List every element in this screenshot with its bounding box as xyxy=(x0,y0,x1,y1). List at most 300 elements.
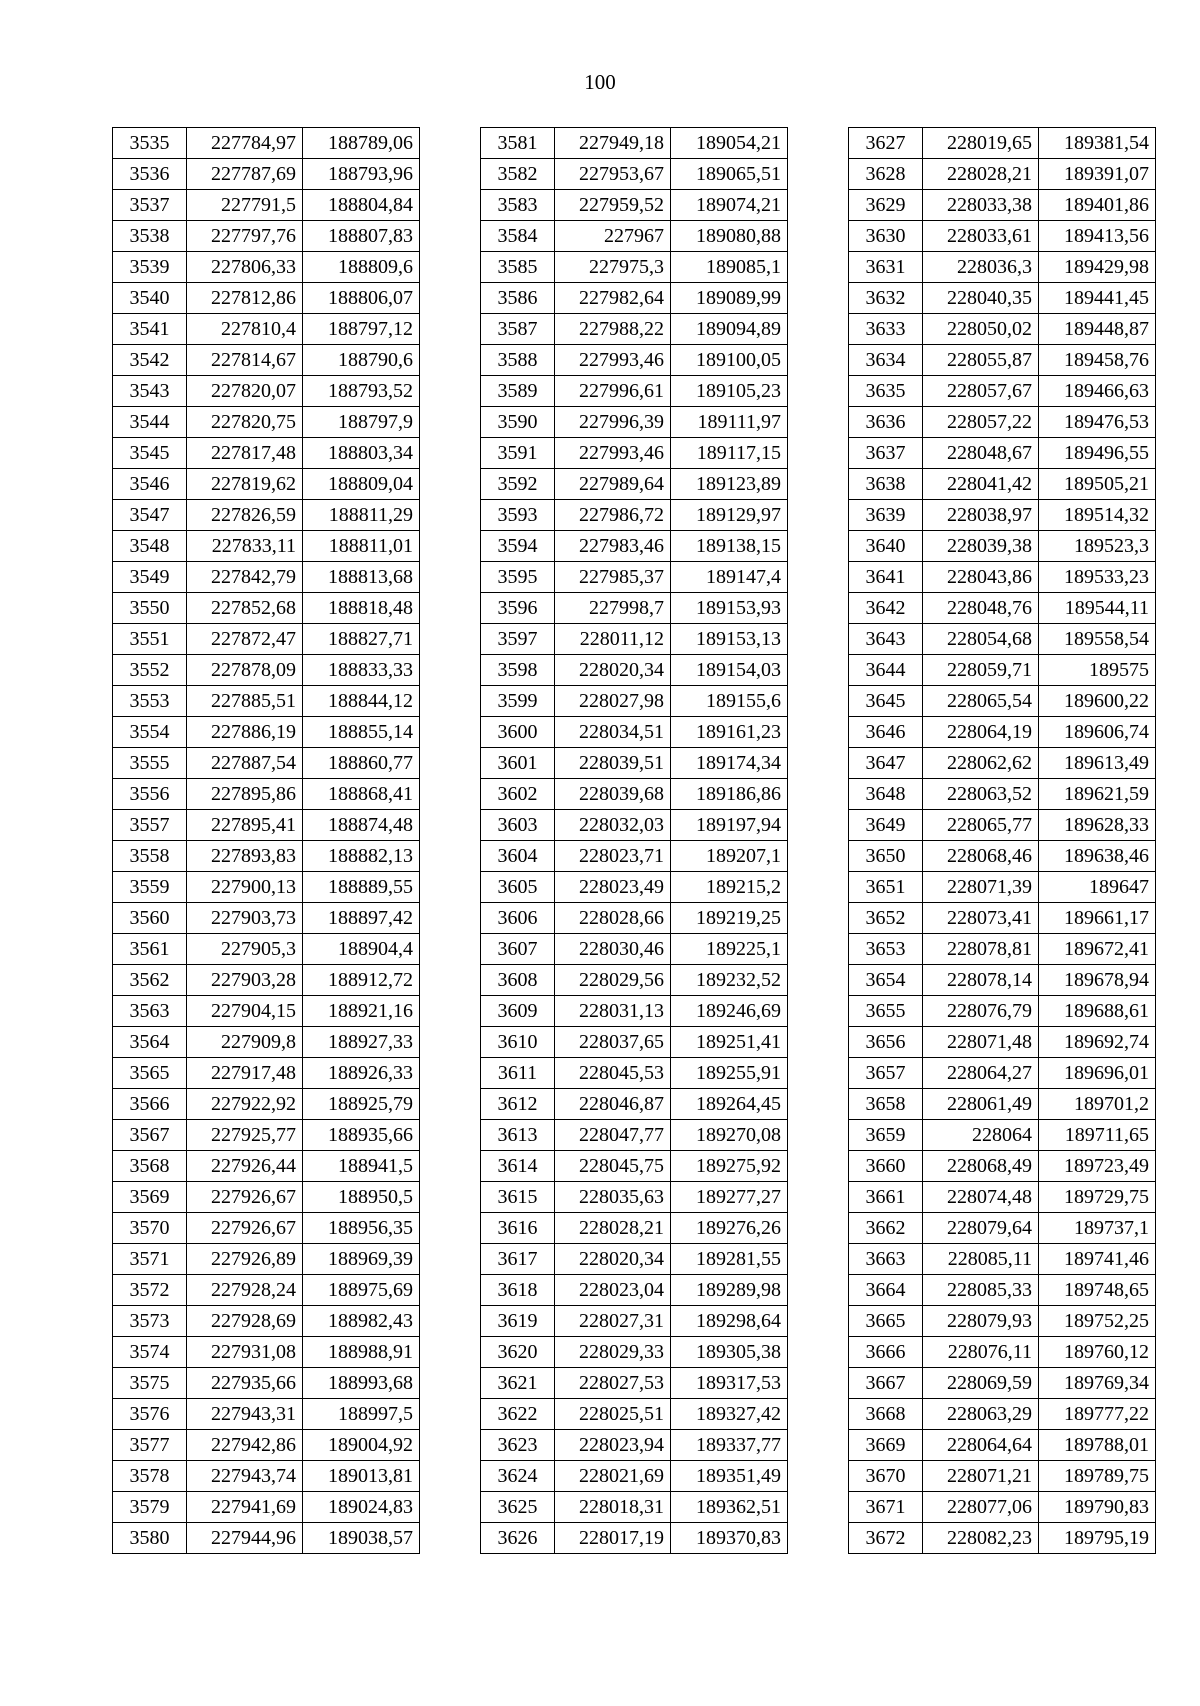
point-number-cell: 3642 xyxy=(849,593,923,624)
table-row xyxy=(849,1151,1156,1182)
y-coordinate-cell: 188804,84 xyxy=(303,190,420,221)
y-coordinate-cell: 189117,15 xyxy=(671,438,788,469)
table-row xyxy=(481,1027,788,1058)
y-coordinate-cell: 189661,17 xyxy=(1039,903,1156,934)
x-coordinate-cell: 227926,89 xyxy=(187,1244,303,1275)
x-coordinate-cell: 228039,38 xyxy=(923,531,1039,562)
x-coordinate-cell: 228085,11 xyxy=(923,1244,1039,1275)
x-coordinate-cell: 228082,23 xyxy=(923,1523,1039,1554)
x-coordinate-cell: 228050,02 xyxy=(923,314,1039,345)
table-row xyxy=(849,159,1156,190)
point-number-cell: 3542 xyxy=(113,345,187,376)
table-row xyxy=(113,128,420,159)
x-coordinate-cell: 228041,42 xyxy=(923,469,1039,500)
table-row xyxy=(481,1151,788,1182)
x-coordinate-cell: 228037,65 xyxy=(555,1027,671,1058)
x-coordinate-cell: 228028,21 xyxy=(555,1213,671,1244)
point-number-cell: 3649 xyxy=(849,810,923,841)
y-coordinate-cell: 188927,33 xyxy=(303,1027,420,1058)
y-coordinate-cell: 189138,15 xyxy=(671,531,788,562)
point-number-cell: 3662 xyxy=(849,1213,923,1244)
table-row xyxy=(849,686,1156,717)
point-number-cell: 3645 xyxy=(849,686,923,717)
x-coordinate-cell: 228025,51 xyxy=(555,1399,671,1430)
y-coordinate-cell: 189270,08 xyxy=(671,1120,788,1151)
y-coordinate-cell: 189678,94 xyxy=(1039,965,1156,996)
point-number-cell: 3555 xyxy=(113,748,187,779)
point-number-cell: 3608 xyxy=(481,965,555,996)
table-row xyxy=(481,1337,788,1368)
point-number-cell: 3567 xyxy=(113,1120,187,1151)
x-coordinate-cell: 227998,7 xyxy=(555,593,671,624)
y-coordinate-cell: 189448,87 xyxy=(1039,314,1156,345)
x-coordinate-cell: 228079,93 xyxy=(923,1306,1039,1337)
point-number-cell: 3535 xyxy=(113,128,187,159)
y-coordinate-cell: 188803,34 xyxy=(303,438,420,469)
y-coordinate-cell: 189337,77 xyxy=(671,1430,788,1461)
y-coordinate-cell: 189013,81 xyxy=(303,1461,420,1492)
table-row xyxy=(481,996,788,1027)
point-number-cell: 3615 xyxy=(481,1182,555,1213)
x-coordinate-cell: 228057,67 xyxy=(923,376,1039,407)
x-coordinate-cell: 228027,53 xyxy=(555,1368,671,1399)
x-coordinate-cell: 228062,62 xyxy=(923,748,1039,779)
point-number-cell: 3584 xyxy=(481,221,555,252)
table-row xyxy=(849,314,1156,345)
y-coordinate-cell: 189161,23 xyxy=(671,717,788,748)
x-coordinate-cell: 228018,31 xyxy=(555,1492,671,1523)
x-coordinate-cell: 228076,11 xyxy=(923,1337,1039,1368)
x-coordinate-cell: 227944,96 xyxy=(187,1523,303,1554)
table-row xyxy=(481,159,788,190)
x-coordinate-cell: 227905,3 xyxy=(187,934,303,965)
x-coordinate-cell: 228064 xyxy=(923,1120,1039,1151)
point-number-cell: 3618 xyxy=(481,1275,555,1306)
table-row xyxy=(113,996,420,1027)
table-row xyxy=(113,1089,420,1120)
x-coordinate-cell: 227985,37 xyxy=(555,562,671,593)
y-coordinate-cell: 189298,64 xyxy=(671,1306,788,1337)
x-coordinate-cell: 228023,49 xyxy=(555,872,671,903)
table-row xyxy=(849,128,1156,159)
point-number-cell: 3548 xyxy=(113,531,187,562)
table-row xyxy=(849,221,1156,252)
y-coordinate-cell: 188904,4 xyxy=(303,934,420,965)
point-number-cell: 3661 xyxy=(849,1182,923,1213)
table-row xyxy=(113,903,420,934)
y-coordinate-cell: 189264,45 xyxy=(671,1089,788,1120)
x-coordinate-cell: 227928,24 xyxy=(187,1275,303,1306)
y-coordinate-cell: 188921,16 xyxy=(303,996,420,1027)
x-coordinate-cell: 228077,06 xyxy=(923,1492,1039,1523)
y-coordinate-cell: 189505,21 xyxy=(1039,469,1156,500)
table-row xyxy=(849,934,1156,965)
point-number-cell: 3643 xyxy=(849,624,923,655)
table-row xyxy=(113,1275,420,1306)
point-number-cell: 3655 xyxy=(849,996,923,1027)
y-coordinate-cell: 188975,69 xyxy=(303,1275,420,1306)
x-coordinate-cell: 227983,46 xyxy=(555,531,671,562)
table-row xyxy=(113,1213,420,1244)
x-coordinate-cell: 227943,74 xyxy=(187,1461,303,1492)
x-coordinate-cell: 227903,28 xyxy=(187,965,303,996)
point-number-cell: 3624 xyxy=(481,1461,555,1492)
point-number-cell: 3546 xyxy=(113,469,187,500)
point-number-cell: 3621 xyxy=(481,1368,555,1399)
y-coordinate-cell: 189496,55 xyxy=(1039,438,1156,469)
point-number-cell: 3602 xyxy=(481,779,555,810)
table-row xyxy=(113,655,420,686)
y-coordinate-cell: 189628,33 xyxy=(1039,810,1156,841)
y-coordinate-cell: 189024,83 xyxy=(303,1492,420,1523)
point-number-cell: 3628 xyxy=(849,159,923,190)
x-coordinate-cell: 228055,87 xyxy=(923,345,1039,376)
y-coordinate-cell: 188789,06 xyxy=(303,128,420,159)
x-coordinate-cell: 228068,49 xyxy=(923,1151,1039,1182)
x-coordinate-cell: 228045,75 xyxy=(555,1151,671,1182)
x-coordinate-cell: 228030,46 xyxy=(555,934,671,965)
point-number-cell: 3620 xyxy=(481,1337,555,1368)
x-coordinate-cell: 228034,51 xyxy=(555,717,671,748)
y-coordinate-cell: 189111,97 xyxy=(671,407,788,438)
point-number-cell: 3553 xyxy=(113,686,187,717)
y-coordinate-cell: 188818,48 xyxy=(303,593,420,624)
y-coordinate-cell: 189466,63 xyxy=(1039,376,1156,407)
table-row xyxy=(849,655,1156,686)
y-coordinate-cell: 189391,07 xyxy=(1039,159,1156,190)
table-row xyxy=(113,1430,420,1461)
x-coordinate-cell: 228064,19 xyxy=(923,717,1039,748)
table-row xyxy=(113,1027,420,1058)
table-row xyxy=(113,1337,420,1368)
y-coordinate-cell: 189351,49 xyxy=(671,1461,788,1492)
table-row xyxy=(481,624,788,655)
table-row xyxy=(849,1244,1156,1275)
table-row xyxy=(481,1089,788,1120)
x-coordinate-cell: 227975,3 xyxy=(555,252,671,283)
y-coordinate-cell: 189672,41 xyxy=(1039,934,1156,965)
table-row xyxy=(113,779,420,810)
x-coordinate-cell: 227989,64 xyxy=(555,469,671,500)
point-number-cell: 3575 xyxy=(113,1368,187,1399)
y-coordinate-cell: 188889,55 xyxy=(303,872,420,903)
x-coordinate-cell: 227806,33 xyxy=(187,252,303,283)
table-row xyxy=(113,1368,420,1399)
table-row xyxy=(113,1058,420,1089)
x-coordinate-cell: 228071,39 xyxy=(923,872,1039,903)
point-number-cell: 3590 xyxy=(481,407,555,438)
y-coordinate-cell: 189760,12 xyxy=(1039,1337,1156,1368)
point-number-cell: 3613 xyxy=(481,1120,555,1151)
y-coordinate-cell: 189752,25 xyxy=(1039,1306,1156,1337)
x-coordinate-cell: 228043,86 xyxy=(923,562,1039,593)
table-row xyxy=(481,655,788,686)
point-number-cell: 3549 xyxy=(113,562,187,593)
point-number-cell: 3656 xyxy=(849,1027,923,1058)
x-coordinate-cell: 228011,12 xyxy=(555,624,671,655)
point-number-cell: 3541 xyxy=(113,314,187,345)
point-number-cell: 3570 xyxy=(113,1213,187,1244)
table-row xyxy=(113,531,420,562)
y-coordinate-cell: 189370,83 xyxy=(671,1523,788,1554)
point-number-cell: 3609 xyxy=(481,996,555,1027)
y-coordinate-cell: 189381,54 xyxy=(1039,128,1156,159)
x-coordinate-cell: 227909,8 xyxy=(187,1027,303,1058)
table-row xyxy=(849,1430,1156,1461)
point-number-cell: 3626 xyxy=(481,1523,555,1554)
y-coordinate-cell: 189575 xyxy=(1039,655,1156,686)
x-coordinate-cell: 228054,68 xyxy=(923,624,1039,655)
y-coordinate-cell: 189089,99 xyxy=(671,283,788,314)
point-number-cell: 3576 xyxy=(113,1399,187,1430)
table-row xyxy=(849,376,1156,407)
y-coordinate-cell: 189281,55 xyxy=(671,1244,788,1275)
table-row xyxy=(113,717,420,748)
point-number-cell: 3654 xyxy=(849,965,923,996)
table-row xyxy=(849,717,1156,748)
point-number-cell: 3565 xyxy=(113,1058,187,1089)
y-coordinate-cell: 188969,39 xyxy=(303,1244,420,1275)
table-row xyxy=(481,965,788,996)
point-number-cell: 3550 xyxy=(113,593,187,624)
x-coordinate-cell: 228029,56 xyxy=(555,965,671,996)
point-number-cell: 3560 xyxy=(113,903,187,934)
table-row xyxy=(481,531,788,562)
x-coordinate-cell: 228064,64 xyxy=(923,1430,1039,1461)
point-number-cell: 3577 xyxy=(113,1430,187,1461)
point-number-cell: 3672 xyxy=(849,1523,923,1554)
x-coordinate-cell: 227967 xyxy=(555,221,671,252)
point-number-cell: 3607 xyxy=(481,934,555,965)
x-coordinate-cell: 228048,67 xyxy=(923,438,1039,469)
x-coordinate-cell: 228036,3 xyxy=(923,252,1039,283)
point-number-cell: 3669 xyxy=(849,1430,923,1461)
table-row xyxy=(113,1399,420,1430)
table-row xyxy=(113,407,420,438)
y-coordinate-cell: 189533,23 xyxy=(1039,562,1156,593)
point-number-cell: 3544 xyxy=(113,407,187,438)
x-coordinate-cell: 228045,53 xyxy=(555,1058,671,1089)
table-row xyxy=(113,934,420,965)
point-number-cell: 3569 xyxy=(113,1182,187,1213)
y-coordinate-cell: 188993,68 xyxy=(303,1368,420,1399)
point-number-cell: 3596 xyxy=(481,593,555,624)
x-coordinate-cell: 227842,79 xyxy=(187,562,303,593)
table-row xyxy=(113,841,420,872)
point-number-cell: 3574 xyxy=(113,1337,187,1368)
table-row xyxy=(849,438,1156,469)
point-number-cell: 3580 xyxy=(113,1523,187,1554)
x-coordinate-cell: 228035,63 xyxy=(555,1182,671,1213)
x-coordinate-cell: 228073,41 xyxy=(923,903,1039,934)
table-row xyxy=(481,1492,788,1523)
x-coordinate-cell: 228033,38 xyxy=(923,190,1039,221)
point-number-cell: 3630 xyxy=(849,221,923,252)
point-number-cell: 3545 xyxy=(113,438,187,469)
table-row xyxy=(113,1244,420,1275)
y-coordinate-cell: 189154,03 xyxy=(671,655,788,686)
x-coordinate-cell: 228027,98 xyxy=(555,686,671,717)
x-coordinate-cell: 228059,71 xyxy=(923,655,1039,686)
y-coordinate-cell: 188897,42 xyxy=(303,903,420,934)
y-coordinate-cell: 189080,88 xyxy=(671,221,788,252)
table-row xyxy=(113,748,420,779)
table-row xyxy=(481,1306,788,1337)
point-number-cell: 3629 xyxy=(849,190,923,221)
point-number-cell: 3625 xyxy=(481,1492,555,1523)
point-number-cell: 3622 xyxy=(481,1399,555,1430)
table-row xyxy=(849,1027,1156,1058)
x-coordinate-cell: 228029,33 xyxy=(555,1337,671,1368)
point-number-cell: 3591 xyxy=(481,438,555,469)
y-coordinate-cell: 188956,35 xyxy=(303,1213,420,1244)
point-number-cell: 3606 xyxy=(481,903,555,934)
point-number-cell: 3552 xyxy=(113,655,187,686)
y-coordinate-cell: 189004,92 xyxy=(303,1430,420,1461)
x-coordinate-cell: 227917,48 xyxy=(187,1058,303,1089)
y-coordinate-cell: 188855,14 xyxy=(303,717,420,748)
point-number-cell: 3566 xyxy=(113,1089,187,1120)
y-coordinate-cell: 188813,68 xyxy=(303,562,420,593)
table-row xyxy=(481,872,788,903)
x-coordinate-cell: 227810,4 xyxy=(187,314,303,345)
table-row xyxy=(113,686,420,717)
point-number-cell: 3658 xyxy=(849,1089,923,1120)
table-row xyxy=(849,903,1156,934)
point-number-cell: 3603 xyxy=(481,810,555,841)
point-number-cell: 3605 xyxy=(481,872,555,903)
table-row xyxy=(481,469,788,500)
x-coordinate-cell: 228063,29 xyxy=(923,1399,1039,1430)
table-row xyxy=(113,965,420,996)
x-coordinate-cell: 228061,49 xyxy=(923,1089,1039,1120)
x-coordinate-cell: 227926,67 xyxy=(187,1213,303,1244)
table-row xyxy=(849,1523,1156,1554)
y-coordinate-cell: 188809,04 xyxy=(303,469,420,500)
x-coordinate-cell: 227986,72 xyxy=(555,500,671,531)
point-number-cell: 3554 xyxy=(113,717,187,748)
y-coordinate-cell: 189729,75 xyxy=(1039,1182,1156,1213)
y-coordinate-cell: 189769,34 xyxy=(1039,1368,1156,1399)
point-number-cell: 3623 xyxy=(481,1430,555,1461)
x-coordinate-cell: 227819,62 xyxy=(187,469,303,500)
x-coordinate-cell: 227885,51 xyxy=(187,686,303,717)
y-coordinate-cell: 189153,93 xyxy=(671,593,788,624)
y-coordinate-cell: 189251,41 xyxy=(671,1027,788,1058)
x-coordinate-cell: 227993,46 xyxy=(555,345,671,376)
table-row xyxy=(481,748,788,779)
table-row xyxy=(481,1120,788,1151)
x-coordinate-cell: 228038,97 xyxy=(923,500,1039,531)
x-coordinate-cell: 227812,86 xyxy=(187,283,303,314)
point-number-cell: 3663 xyxy=(849,1244,923,1275)
point-number-cell: 3614 xyxy=(481,1151,555,1182)
table-row xyxy=(113,1151,420,1182)
table-row xyxy=(849,1182,1156,1213)
x-coordinate-cell: 227922,92 xyxy=(187,1089,303,1120)
page-number: 100 xyxy=(584,70,616,94)
y-coordinate-cell: 189621,59 xyxy=(1039,779,1156,810)
x-coordinate-cell: 228068,46 xyxy=(923,841,1039,872)
y-coordinate-cell: 189711,65 xyxy=(1039,1120,1156,1151)
y-coordinate-cell: 189197,94 xyxy=(671,810,788,841)
table-row xyxy=(113,562,420,593)
point-number-cell: 3633 xyxy=(849,314,923,345)
table-row xyxy=(113,1120,420,1151)
point-number-cell: 3660 xyxy=(849,1151,923,1182)
y-coordinate-cell: 188912,72 xyxy=(303,965,420,996)
point-number-cell: 3562 xyxy=(113,965,187,996)
point-number-cell: 3646 xyxy=(849,717,923,748)
point-number-cell: 3653 xyxy=(849,934,923,965)
y-coordinate-cell: 188982,43 xyxy=(303,1306,420,1337)
x-coordinate-cell: 228033,61 xyxy=(923,221,1039,252)
table-row xyxy=(481,438,788,469)
point-number-cell: 3543 xyxy=(113,376,187,407)
table-row xyxy=(481,1275,788,1306)
point-number-cell: 3659 xyxy=(849,1120,923,1151)
x-coordinate-cell: 227895,41 xyxy=(187,810,303,841)
point-number-cell: 3668 xyxy=(849,1399,923,1430)
y-coordinate-cell: 189777,22 xyxy=(1039,1399,1156,1430)
y-coordinate-cell: 189723,49 xyxy=(1039,1151,1156,1182)
table-row xyxy=(113,314,420,345)
point-number-cell: 3585 xyxy=(481,252,555,283)
x-coordinate-cell: 227941,69 xyxy=(187,1492,303,1523)
y-coordinate-cell: 189413,56 xyxy=(1039,221,1156,252)
point-number-cell: 3556 xyxy=(113,779,187,810)
table-row xyxy=(849,593,1156,624)
table-row xyxy=(481,717,788,748)
x-coordinate-cell: 227791,5 xyxy=(187,190,303,221)
y-coordinate-cell: 188827,71 xyxy=(303,624,420,655)
point-number-cell: 3647 xyxy=(849,748,923,779)
y-coordinate-cell: 188806,07 xyxy=(303,283,420,314)
y-coordinate-cell: 189458,76 xyxy=(1039,345,1156,376)
x-coordinate-cell: 227893,83 xyxy=(187,841,303,872)
table-row xyxy=(113,469,420,500)
y-coordinate-cell: 188811,01 xyxy=(303,531,420,562)
table-row xyxy=(481,686,788,717)
point-number-cell: 3619 xyxy=(481,1306,555,1337)
table-row xyxy=(849,1275,1156,1306)
table-row xyxy=(481,407,788,438)
point-number-cell: 3617 xyxy=(481,1244,555,1275)
point-number-cell: 3578 xyxy=(113,1461,187,1492)
point-number-cell: 3600 xyxy=(481,717,555,748)
table-row xyxy=(113,438,420,469)
y-coordinate-cell: 189600,22 xyxy=(1039,686,1156,717)
coordinate-table-3 xyxy=(848,127,1156,1554)
point-number-cell: 3586 xyxy=(481,283,555,314)
table-row xyxy=(481,283,788,314)
x-coordinate-cell: 227872,47 xyxy=(187,624,303,655)
point-number-cell: 3604 xyxy=(481,841,555,872)
table-row xyxy=(481,779,788,810)
table-row xyxy=(849,810,1156,841)
table-row xyxy=(113,252,420,283)
y-coordinate-cell: 188793,96 xyxy=(303,159,420,190)
table-row xyxy=(481,221,788,252)
table-row xyxy=(113,1182,420,1213)
y-coordinate-cell: 189054,21 xyxy=(671,128,788,159)
x-coordinate-cell: 228027,31 xyxy=(555,1306,671,1337)
point-number-cell: 3547 xyxy=(113,500,187,531)
table-row xyxy=(849,1461,1156,1492)
table-row xyxy=(849,748,1156,779)
y-coordinate-cell: 189795,19 xyxy=(1039,1523,1156,1554)
point-number-cell: 3572 xyxy=(113,1275,187,1306)
